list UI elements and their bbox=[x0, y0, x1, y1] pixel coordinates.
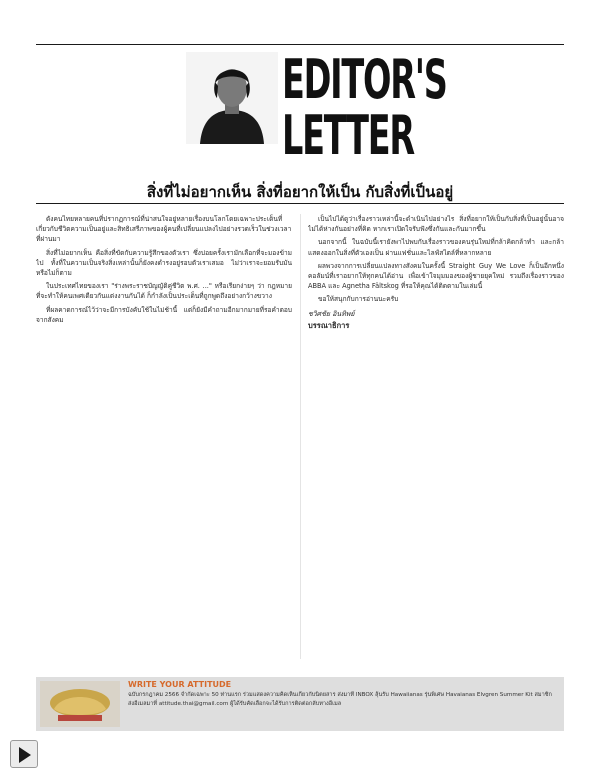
play-button[interactable] bbox=[10, 740, 38, 768]
attitude-thumbnail-image bbox=[40, 681, 120, 727]
body-column-left bbox=[36, 214, 292, 659]
body-paragraph: ขอให้สนุกกับการอ่านนะครับ bbox=[318, 295, 399, 304]
body-paragraph: สิ่งที่ไม่อยากเห็น คือสิ่งที่ขัดกับความรู้สึกของตัวเรา ซึ่งบ่อยครั้งเรามักเลือกที่จะมองข้ามไป ทั้งที่ในความเป็นจริงสิ่งเหล่านั้นก็ยังคงดำรงอยู่รอบตัวเราเสมอ ไม่ว่าเราจะยอมรับมันหรือไม่ก็ตาม bbox=[36, 248, 292, 278]
body-paragraph: ดังคนไทยหลายคนที่ปรากฏการณ์ที่น่าสนใจอยู่หลายเรื่องบนโลกโดยเฉพาะประเด็นที่เกี่ยวกับชีวิตความเป็นอยู่และสิทธิเสรีภาพของผู้คนที่เปลี่ยนแปลงไปอย่างรวดเร็วในช่วงเวลาที่ผ่านมา bbox=[36, 215, 292, 244]
body-paragraph: นอกจากนี้ ในฉบับนี้เรายังพาไปพบกับเรื่องราวของคนรุ่นใหม่ที่กล้าคิดกล้าทำ และกล้าแสดงออกในสิ่งที่ตัวเองเป็น ผ่านแฟชั่นและไลฟ์สไตล์ที่หลากหลาย bbox=[308, 238, 564, 257]
top-rule bbox=[36, 44, 564, 45]
body-paragraph: ที่ผลคาดการณ์ไว้ว่าจะมีการบังคับใช้ในไม่ช้านี้ แต่ก็ยังมีคำถามอีกมากมายที่รอคำตอบจากสังคม bbox=[36, 305, 292, 324]
attitude-heading: WRITE YOUR ATTITUDE bbox=[128, 680, 232, 689]
body-paragraph: ในประเทศไทยของเรา "ร่างพระราชบัญญัติคู่ชีวิต พ.ศ. ..." หรือเรียกง่ายๆ ว่า กฎหมายที่จะทำให้คนเพศเดียวกันแต่งงานกันได้ ก็กำลังเป็นประเด็นที่ถูกพูดถึงอย่างกว้างขวาง bbox=[36, 282, 292, 301]
editor-signature: ชวิศชัย อินทิพย์ bbox=[308, 309, 355, 318]
editor-portrait-image bbox=[186, 52, 278, 144]
headline-rule bbox=[36, 203, 564, 204]
write-your-attitude-box bbox=[36, 677, 564, 731]
body-column-right bbox=[308, 214, 564, 659]
play-icon bbox=[17, 746, 33, 764]
title-line-editors: EDITOR'S bbox=[282, 48, 447, 111]
body-paragraph: ผลพวงจากการเปลี่ยนแปลงทางสังคมในครั้งนี้ Straight Guy We Love ก็เป็นอีกหนึ่งคอลัมน์ที่เราอยากให้ทุกคนได้อ่าน เพื่อเข้าใจมุมมองของผู้ชายยุคใหม่ รวมถึงเรื่องราวของ ABBA และ Agnetha Fältskog ที่รอให้คุณได้ติดตามในเล่มนี้ bbox=[308, 261, 564, 291]
editor-portrait bbox=[186, 52, 278, 144]
article-headline: สิ่งที่ไม่อยากเห็น สิ่งที่อยากให้เป็น กับสิ่งที่เป็นอยู่ bbox=[146, 183, 454, 201]
body-paragraph: เป็นไปได้ดูว่าเรื่องราวเหล่านี้จะดำเนินไปอย่างไร สิ่งที่อยากให้เป็นกับสิ่งที่เป็นอยู่นั้นอาจไม่ได้ห่างกันอย่างที่คิด หากเราเปิดใจรับฟังซึ่งกันและกันมากขึ้น bbox=[308, 215, 564, 234]
attitude-text: ฉบับกรกฎาคม 2566 จำกัดเฉพาะ 50 ท่านแรก ร่วมแสดงความคิดเห็นเกี่ยวกับนิตยสาร ส่งมาที่ INBOX ลุ้นรับ Hawaiianas รุ่นพิเศษ Havaianas Elvgren Summer Kit สมาชิกส่งอีเมลมาที่ attitude.thai@gmail.com ผู้ได้รับคัดเลือกจะได้รับการติดต่อกลับทางอีเมล bbox=[128, 692, 552, 707]
title-line-letter: LETTER bbox=[282, 104, 414, 167]
editors-letter-title bbox=[282, 48, 447, 172]
column-divider bbox=[300, 214, 301, 659]
editor-role: บรรณาธิการ bbox=[308, 320, 350, 330]
attitude-thumbnail bbox=[40, 681, 120, 727]
